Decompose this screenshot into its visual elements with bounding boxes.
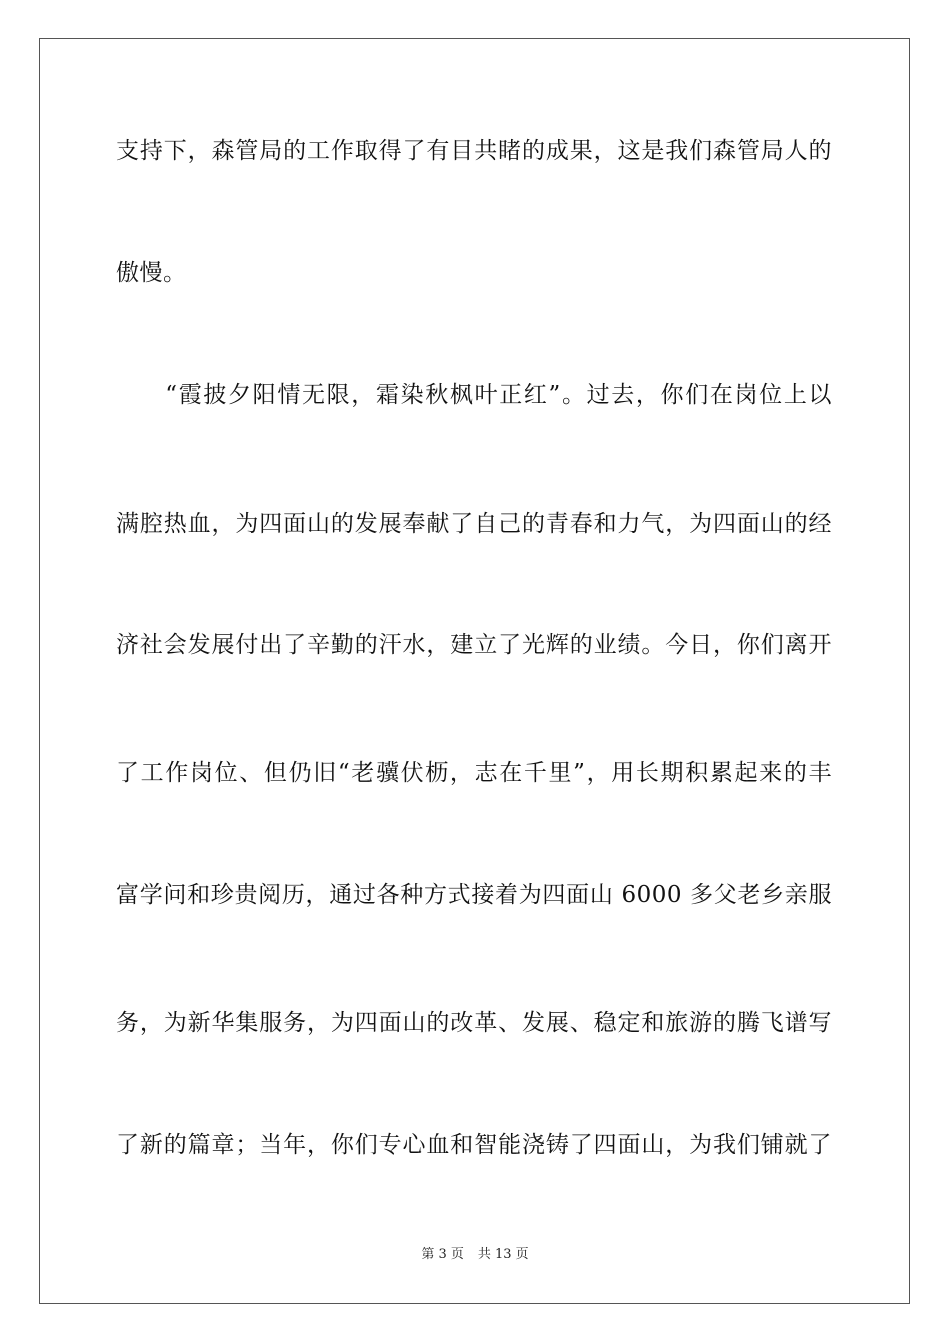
body-text-line-9: 了新的篇章；当年，你们专心血和智能浇铸了四面山，为我们铺就了	[116, 1132, 832, 1158]
body-text-line-3: “霞披夕阳情无限，霜染秋枫叶正红”。过去，你们在岗位上以	[116, 382, 832, 408]
body-text-line-2: 傲慢。	[116, 260, 187, 286]
page-number-current: 第 3 页	[421, 1247, 464, 1262]
page-border	[39, 38, 910, 1304]
body-text-line-8: 务，为新华集服务，为四面山的改革、发展、稳定和旅游的腾飞谱写	[116, 1010, 832, 1036]
body-text-line-1: 支持下，森管局的工作取得了有目共睹的成果，这是我们森管局人的	[116, 138, 832, 164]
body-text-line-6: 了工作岗位、但仍旧“老骥伏枥，志在千里”，用长期积累起来的丰	[116, 760, 832, 786]
page-footer	[0, 1246, 950, 1264]
body-text-line-7: 富学问和珍贵阅历，通过各种方式接着为四面山 6000 多父老乡亲服	[116, 882, 832, 908]
page-number-total: 共 13 页	[477, 1247, 529, 1262]
body-text-line-4: 满腔热血，为四面山的发展奉献了自己的青春和力气，为四面山的经	[116, 511, 832, 537]
body-text-line-5: 济社会发展付出了辛勤的汗水，建立了光辉的业绩。今日，你们离开	[116, 632, 832, 658]
